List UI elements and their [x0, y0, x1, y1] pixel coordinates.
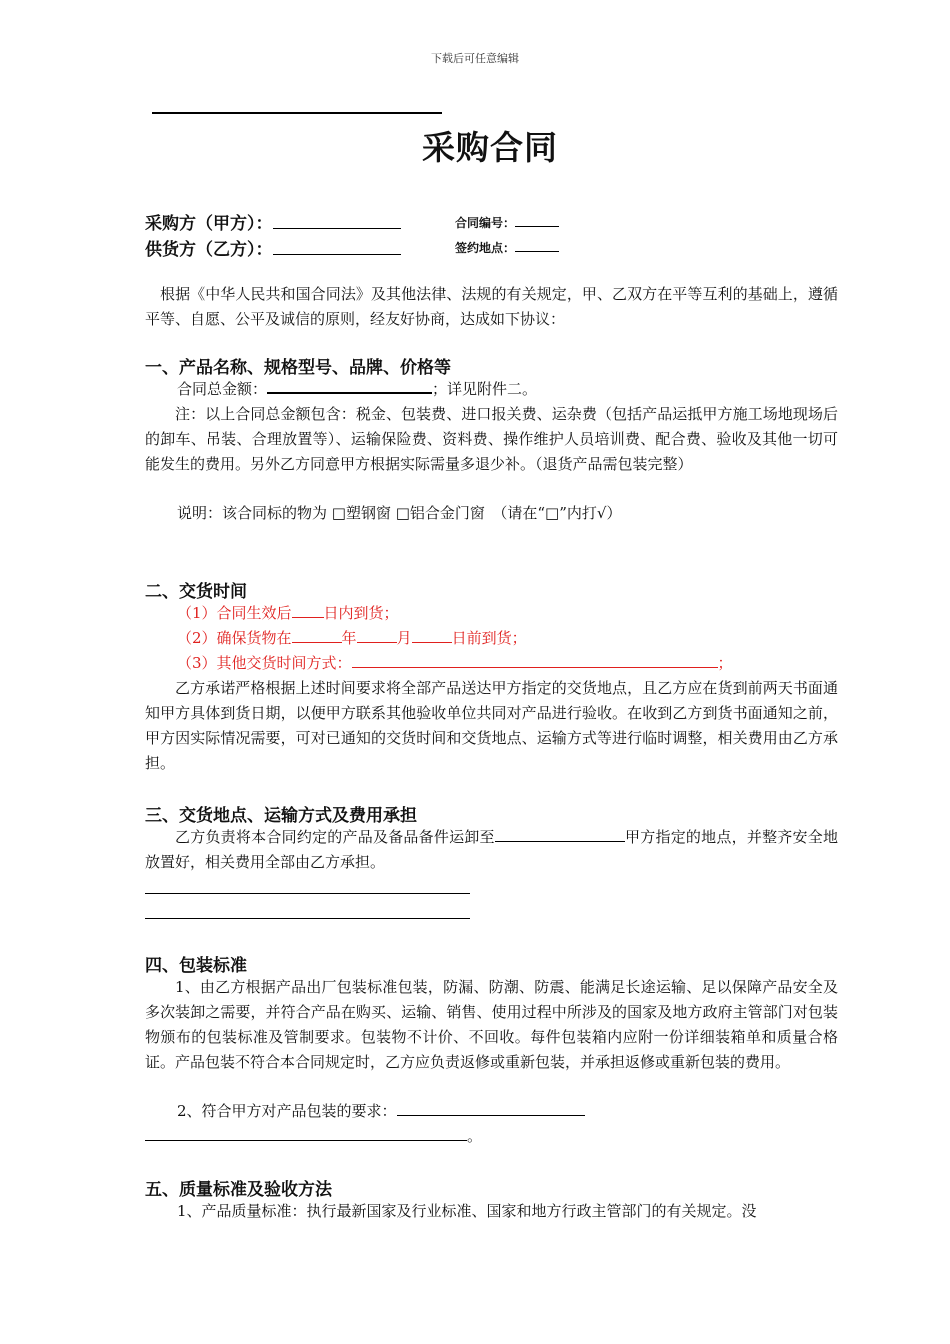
total-amount-blank[interactable]: [267, 378, 432, 394]
delivery-item-2-text: （2）确保货物在: [177, 629, 292, 647]
buyer-label: 采购方（甲方）：: [145, 214, 273, 234]
section-4-item-2: [177, 1099, 585, 1124]
delivery-item-2-suffix: 日前到货；: [451, 629, 527, 647]
header-note: 下载后可任意编辑: [431, 52, 519, 65]
section-3-body: [145, 825, 838, 875]
section-4-item-2-cont: [145, 1124, 482, 1149]
contract-no-line: [455, 214, 559, 231]
delivery-place-blank[interactable]: [495, 827, 625, 842]
supplier-blank[interactable]: [273, 240, 401, 255]
section-3-heading: 三、交货地点、运输方式及费用承担: [145, 806, 417, 826]
packaging-requirement-blank[interactable]: [397, 1101, 585, 1116]
delivery-item-1: [177, 601, 399, 626]
document-title: 采购合同: [422, 128, 558, 167]
section-5-item-1: 1、产品质量标准：执行最新国家及行业标准、国家和地方行政主管部门的有关规定。没: [177, 1202, 757, 1220]
delivery-item-2: [177, 626, 527, 651]
delivery-day-blank[interactable]: [412, 628, 452, 643]
delivery-days-blank[interactable]: [292, 603, 324, 618]
total-amount-line: [177, 377, 537, 402]
delivery-item-1-text: （1）合同生效后: [177, 604, 292, 622]
delivery-year-blank[interactable]: [292, 628, 342, 643]
delivery-item-3-text: （3）其他交货时间方式：: [177, 654, 352, 672]
total-amount-suffix: ；详见附件二。: [432, 380, 538, 398]
section-1-heading: 一、产品名称、规格型号、品牌、价格等: [145, 358, 451, 378]
buyer-line: [145, 209, 401, 234]
contract-no-label: 合同编号：: [455, 216, 516, 230]
section-2-body: 乙方承诺严格根据上述时间要求将全部产品送达甲方指定的交货地点，且乙方应在货到前两天书面通知甲方具体到货日期，以便甲方联系其他验收单位共同对产品进行验收。在收到乙方到货书面通知之前，甲方因实际情况需要，可对已通知的交货时间和交货地点、运输方式等进行临时调整，相关费用由乙方承担。: [145, 679, 838, 772]
section-3-blank-line-2[interactable]: [145, 918, 470, 919]
sign-place-blank[interactable]: [515, 239, 559, 252]
section-5-heading: 五、质量标准及验收方法: [145, 1180, 332, 1200]
sign-place-label: 签约地点：: [455, 241, 516, 255]
supplier-line: [145, 235, 401, 260]
section-1-description: 说明：该合同标的物为 □塑钢窗 □铝合金门窗 （请在“□”内打√）: [177, 504, 622, 522]
section-3-body-text-2: 甲方指定的地点，并整齐安全地放置好，相关费用全部由乙方承担。: [145, 828, 838, 871]
packaging-requirement-blank-2[interactable]: [145, 1126, 467, 1141]
supplier-label: 供货方（乙方）：: [145, 240, 273, 260]
section-1-note: 注：以上合同总金额包含：税金、包装费、进口报关费、运杂费（包括产品运抵甲方施工场地现场后的卸车、吊装、合理放置等）、运输保险费、资料费、操作维护人员培训费、配合费、验收及其他一切可能发生的费用。另外乙方同意甲方根据实际需量多退少补。（退货产品需包装完整）: [145, 405, 838, 473]
contract-no-blank[interactable]: [515, 214, 559, 227]
top-blank-line: [152, 112, 442, 114]
delivery-month-blank[interactable]: [357, 628, 397, 643]
section-3-blank-line-1[interactable]: [145, 893, 470, 894]
section-4-item-1: 1、由乙方根据产品出厂包装标准包装，防漏、防潮、防震、能满足长途运输、足以保障产品安全及多次装卸之需要，并符合产品在购买、运输、销售、使用过程中所涉及的国家及地方政府主管部门对包装物颁布的包装标准及管制要求。包装物不计价、不回收。每件包装箱内应附一份详细装箱单和质量合格证。产品包装不符合本合同规定时，乙方应负责返修或重新包装，并承担返修或重新包装的费用。: [145, 978, 838, 1071]
delivery-item-1-suffix: 日内到货；: [323, 604, 399, 622]
total-amount-label: 合同总金额：: [177, 380, 268, 398]
sign-place-line: [455, 239, 559, 256]
month-label: 月: [396, 629, 412, 647]
section-3-body-text: 乙方负责将本合同约定的产品及备品备件运卸至: [175, 828, 495, 846]
section-4-heading: 四、包装标准: [145, 956, 247, 976]
intro-paragraph: 根据《中华人民共和国合同法》及其他法律、法规的有关规定，甲、乙双方在平等互利的基础上，遵循平等、自愿、公平及诚信的原则，经友好协商，达成如下协议：: [145, 285, 838, 328]
section-4-item-2-text: 2、符合甲方对产品包装的要求：: [177, 1102, 397, 1120]
buyer-blank[interactable]: [273, 214, 401, 229]
year-label: 年: [341, 629, 357, 647]
delivery-item-3: [177, 651, 733, 676]
section-2-heading: 二、交货时间: [145, 582, 247, 602]
section-4-item-2-end: 。: [467, 1127, 483, 1145]
delivery-item-3-suffix: ；: [717, 654, 733, 672]
other-delivery-blank[interactable]: [352, 653, 718, 668]
